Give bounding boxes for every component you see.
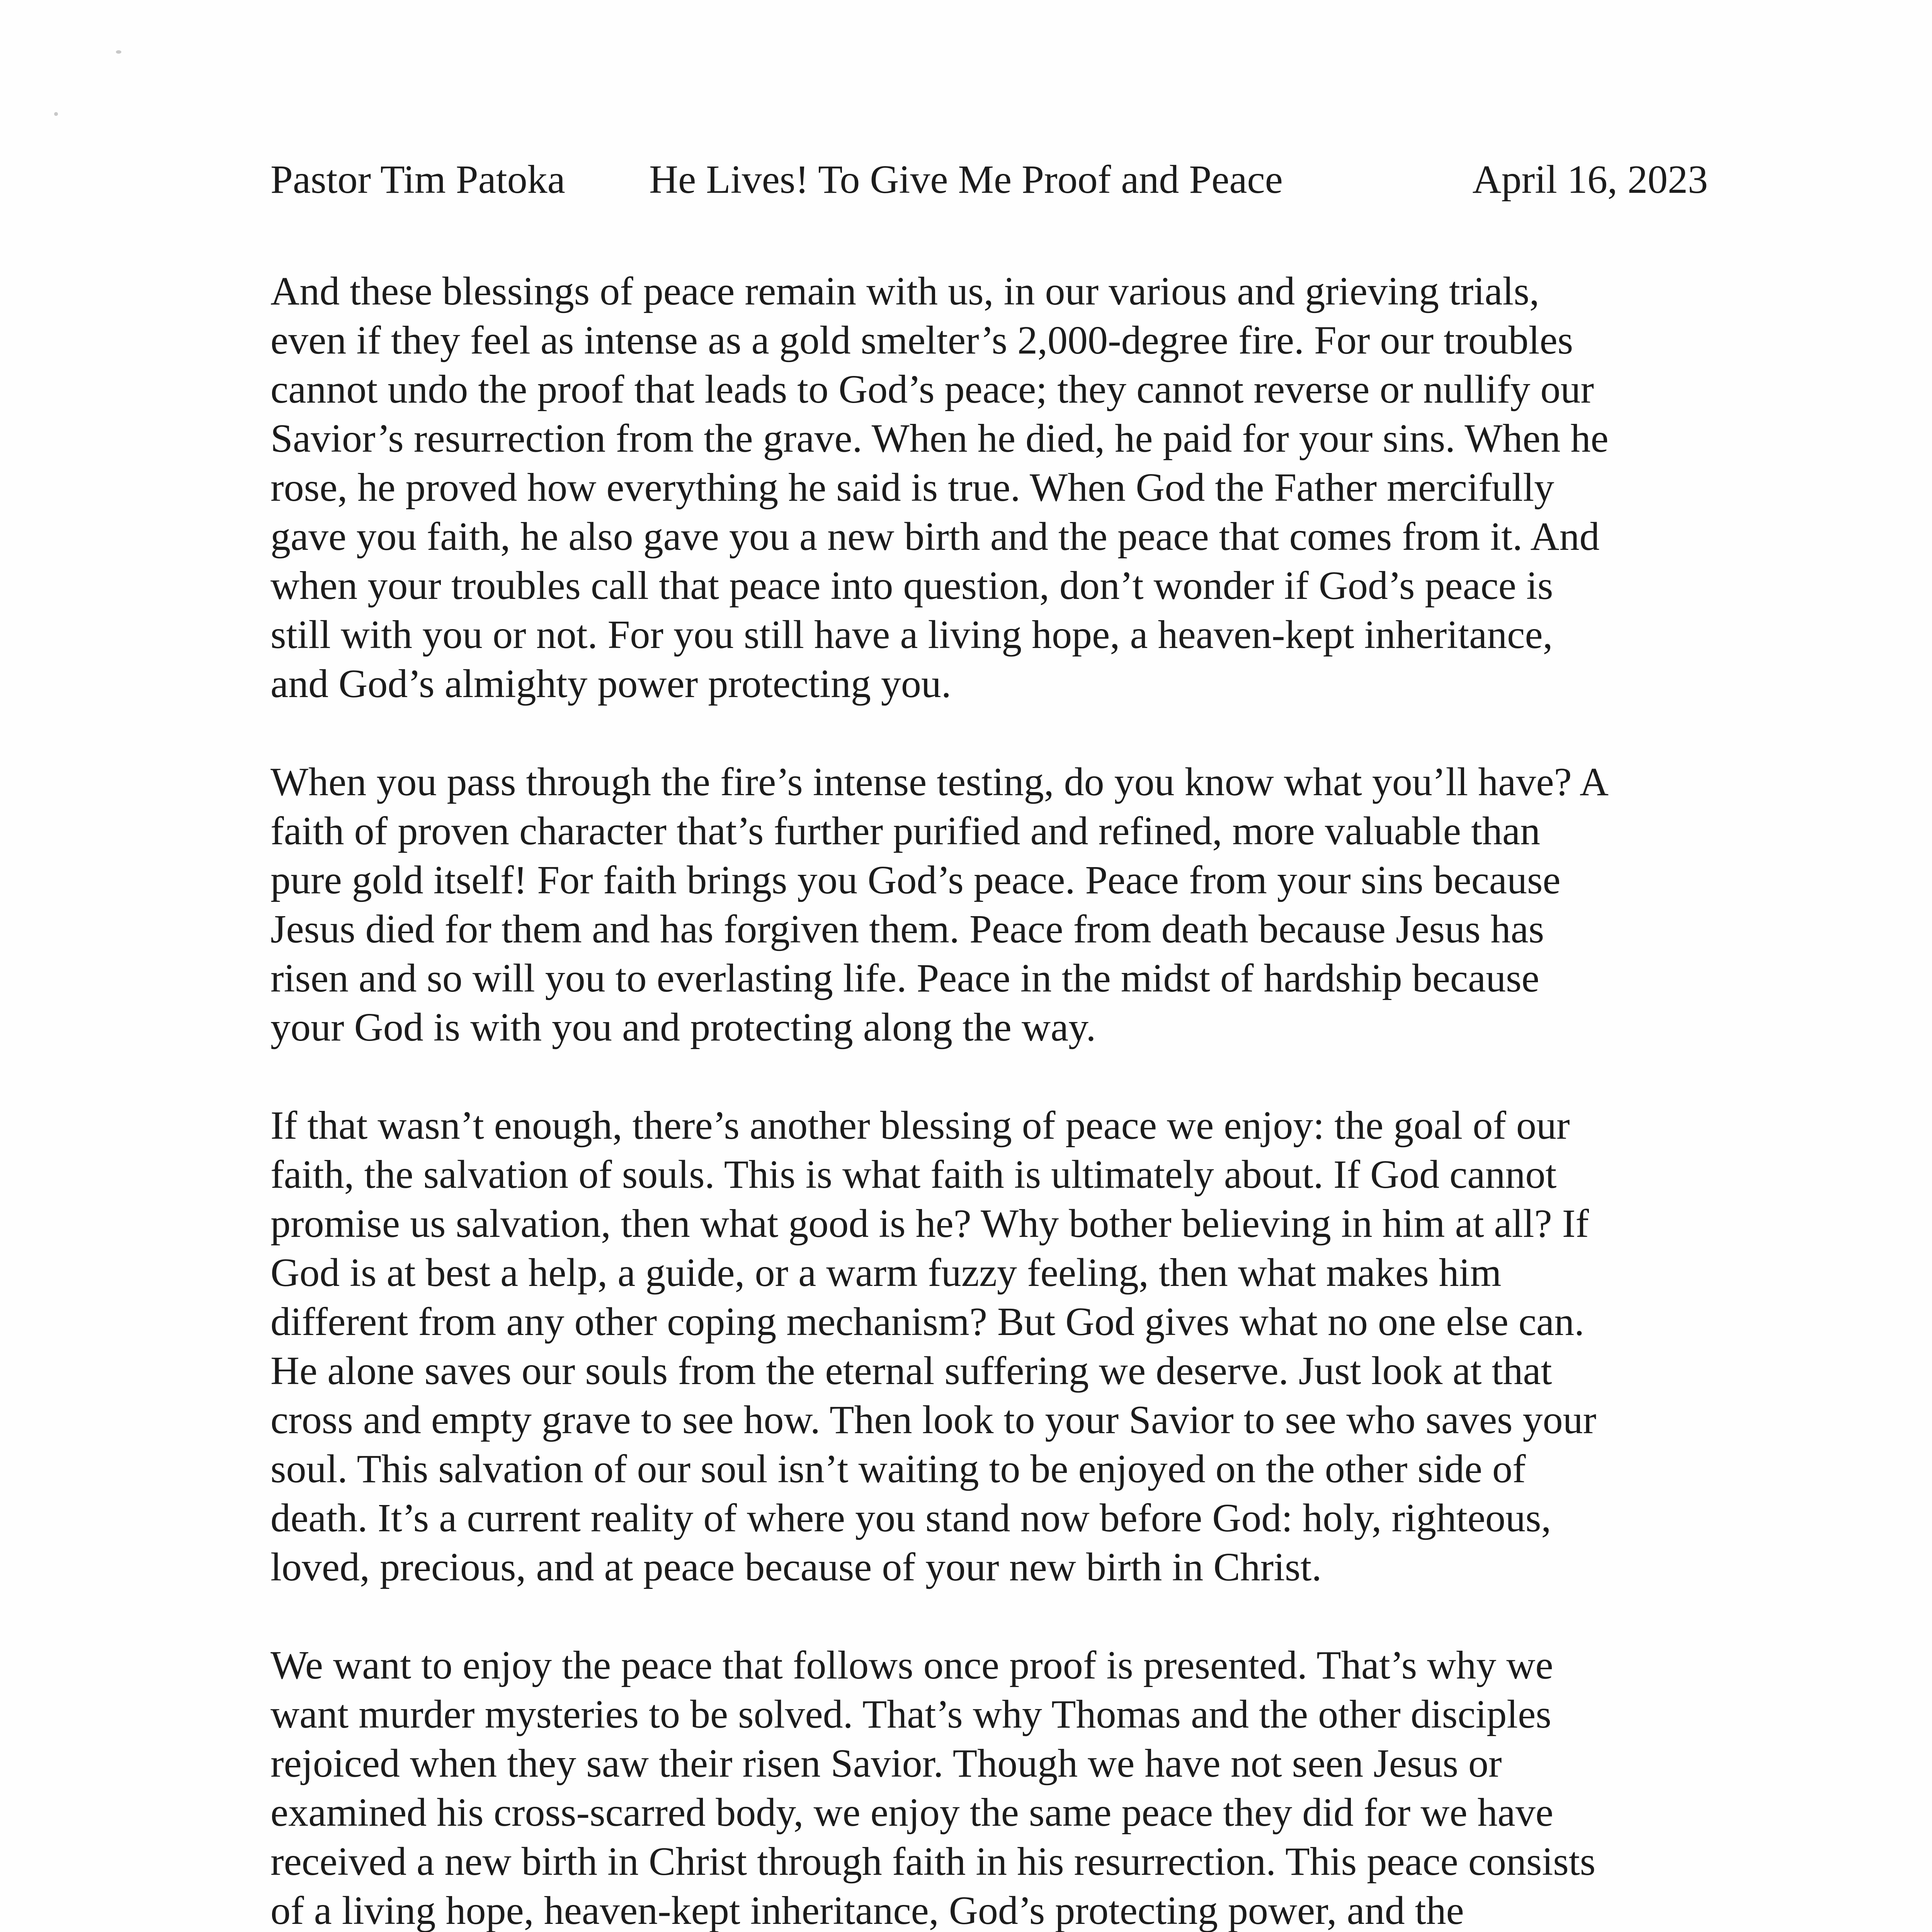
body-text (270, 267, 1712, 1932)
header-author: Pastor Tim Patoka (270, 157, 565, 202)
paragraph-4: We want to enjoy the peace that follows once proof is presented. That’s why we want murder mysteries to be solved. That’s why Thomas and the other disciples rejoiced when they saw their risen Savior. Though we have not seen Jesus or examined his cross-scarred body, we enjoy the same peace they did for we have received a new birth in Christ through faith in his resurrection. This peace consists of a living hope, heaven-kept inheritance, God’s protecting power, and the (270, 1643, 1596, 1932)
scan-speck (116, 50, 121, 54)
header-date: April 16, 2023 (1472, 157, 1708, 202)
paragraph-2: When you pass through the fire’s intense testing, do you know what you’ll have? A faith of proven character that’s further purified and refined, more valuable than pure gold itself! For faith brings you God’s peace. Peace from your sins because Jesus died for them and has forgiven them. Peace from death because Jesus has risen and so will you to everlasting life. Peace in the midst of hardship because your God is with you and protecting along the way. (270, 760, 1609, 1049)
page-header (270, 149, 1708, 211)
header-title: He Lives! To Give Me Proof and Peace (649, 157, 1283, 202)
scan-speck (54, 112, 58, 116)
paragraph-3: If that wasn’t enough, there’s another blessing of peace we enjoy: the goal of our faith, the salvation of souls. This is what faith is ultimately about. If God cannot promise us salvation, then what good is he? Why bother believing in him at all? If God is at best a help, a guide, or a warm fuzzy feeling, then what makes him different from any other coping mechanism? But God gives what no one else can. He alone saves our souls from the eternal suffering we deserve. Just look at that cross and empty grave to see how. Then look to your Savior to see who saves your soul. This salvation of our soul isn’t waiting to be enjoyed on the other side of death. It’s a current reality of where you stand now before God: holy, righteous, loved, precious, and at peace because of your new birth in Christ. (270, 1103, 1597, 1589)
paragraph-1: And these blessings of peace remain with us, in our various and grieving trials, even if they feel as intense as a gold smelter’s 2,000-degree fire. For our troubles cannot undo the proof that leads to God’s peace; they cannot reverse or nullify our Savior’s resurrection from the grave. When he died, he paid for your sins. When he rose, he proved how everything he said is true. When God the Father mercifully gave you faith, he also gave you a new birth and the peace that comes from it. And when your troubles call that peace into question, don’t wonder if God’s peace is still with you or not. For you still have a living hope, a heaven-kept inheritance, and God’s almighty power protecting you. (270, 269, 1609, 706)
